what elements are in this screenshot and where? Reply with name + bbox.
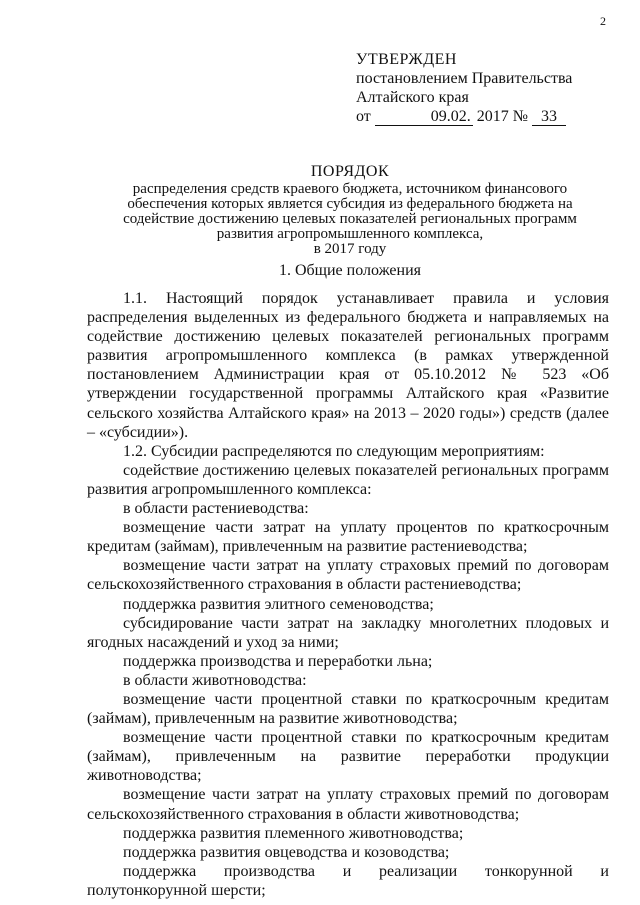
approval-block — [356, 50, 616, 126]
paragraph: поддержка производства и реализации тонкорунной и полутонкорунной шерсти; — [87, 862, 609, 899]
approval-year-text: 2017 № — [476, 108, 529, 125]
heading-line-5: в 2017 году — [313, 241, 387, 257]
paragraph: 1.2. Субсидии распределяются по следующим мероприятиям: — [123, 442, 545, 460]
approval-line-1: постановлением Правительства — [356, 70, 573, 87]
approval-number-field: 33 — [532, 109, 566, 126]
paragraph: 1.1. Настоящий порядок устанавливает правила и условия распределения выделенных из федерального бюджета и направляемых на содействие достижению целевых показателей региональных программ развития агропромышленного комплекса (в рамках утвержденной постановлением Администрации края от 05.10.2012 № 523 «Об утверждении государственной программы Алтайского края «Развитие сельского хозяйства Алтайского края» на 2013 – 2020 годы») средств (далее – «субсидии»). — [87, 290, 609, 441]
paragraph: субсидирование части затрат на закладку многолетних плодовых и ягодных насаждений и уход за ними; — [87, 614, 609, 651]
heading-line-1: распределения средств краевого бюджета, источником финансового — [132, 181, 568, 197]
document-heading — [100, 164, 600, 257]
paragraph: поддержка развития элитного семеноводства; — [123, 595, 434, 613]
heading-line-3: содействие достижению целевых показателей региональных программ — [123, 211, 577, 227]
heading-line-2: обеспечения которых является субсидия из федерального бюджета на — [127, 196, 573, 212]
paragraph: возмещение части процентной ставки по краткосрочным кредитам (займам), привлеченным на развитие переработки продукции животноводства; — [87, 729, 609, 785]
paragraph: возмещение части затрат на уплату страховых премий по договорам сельскохозяйственного страхования в области животноводства; — [87, 786, 609, 823]
paragraph: возмещение части процентной ставки по краткосрочным кредитам (займам), привлеченным на развитие животноводства; — [87, 690, 609, 728]
document-title: ПОРЯДОК — [310, 163, 390, 180]
paragraph: поддержка развития овцеводства и козоводства; — [123, 843, 450, 861]
paragraph: в области животноводства: — [123, 671, 307, 689]
paragraph: в области растениеводства: — [123, 500, 309, 518]
document-body — [87, 289, 609, 900]
approval-date-field: 09.02. — [375, 109, 473, 126]
approval-from-prefix: от — [356, 108, 371, 125]
paragraph: возмещение части затрат на уплату страховых премий по договорам сельскохозяйственного страхования в области растениеводства; — [87, 557, 609, 594]
heading-line-4: развития агропромышленного комплекса, — [216, 226, 484, 242]
approval-date-line — [356, 107, 616, 126]
paragraph: поддержка производства и переработки льна; — [123, 652, 433, 670]
approval-label: УТВЕРЖДЕН — [356, 51, 457, 68]
section-title: 1. Общие положения — [278, 262, 422, 279]
approval-line-2: Алтайского края — [356, 89, 469, 106]
page-number: 2 — [600, 14, 606, 28]
paragraph: содействие достижению целевых показателей региональных программ развития агропромышленного комплекса: — [87, 461, 609, 498]
paragraph: возмещение части затрат на уплату процентов по краткосрочным кредитам (займам), привлеченным на развитие растениеводства; — [87, 519, 609, 556]
paragraph: поддержка развития племенного животноводства; — [123, 824, 464, 842]
